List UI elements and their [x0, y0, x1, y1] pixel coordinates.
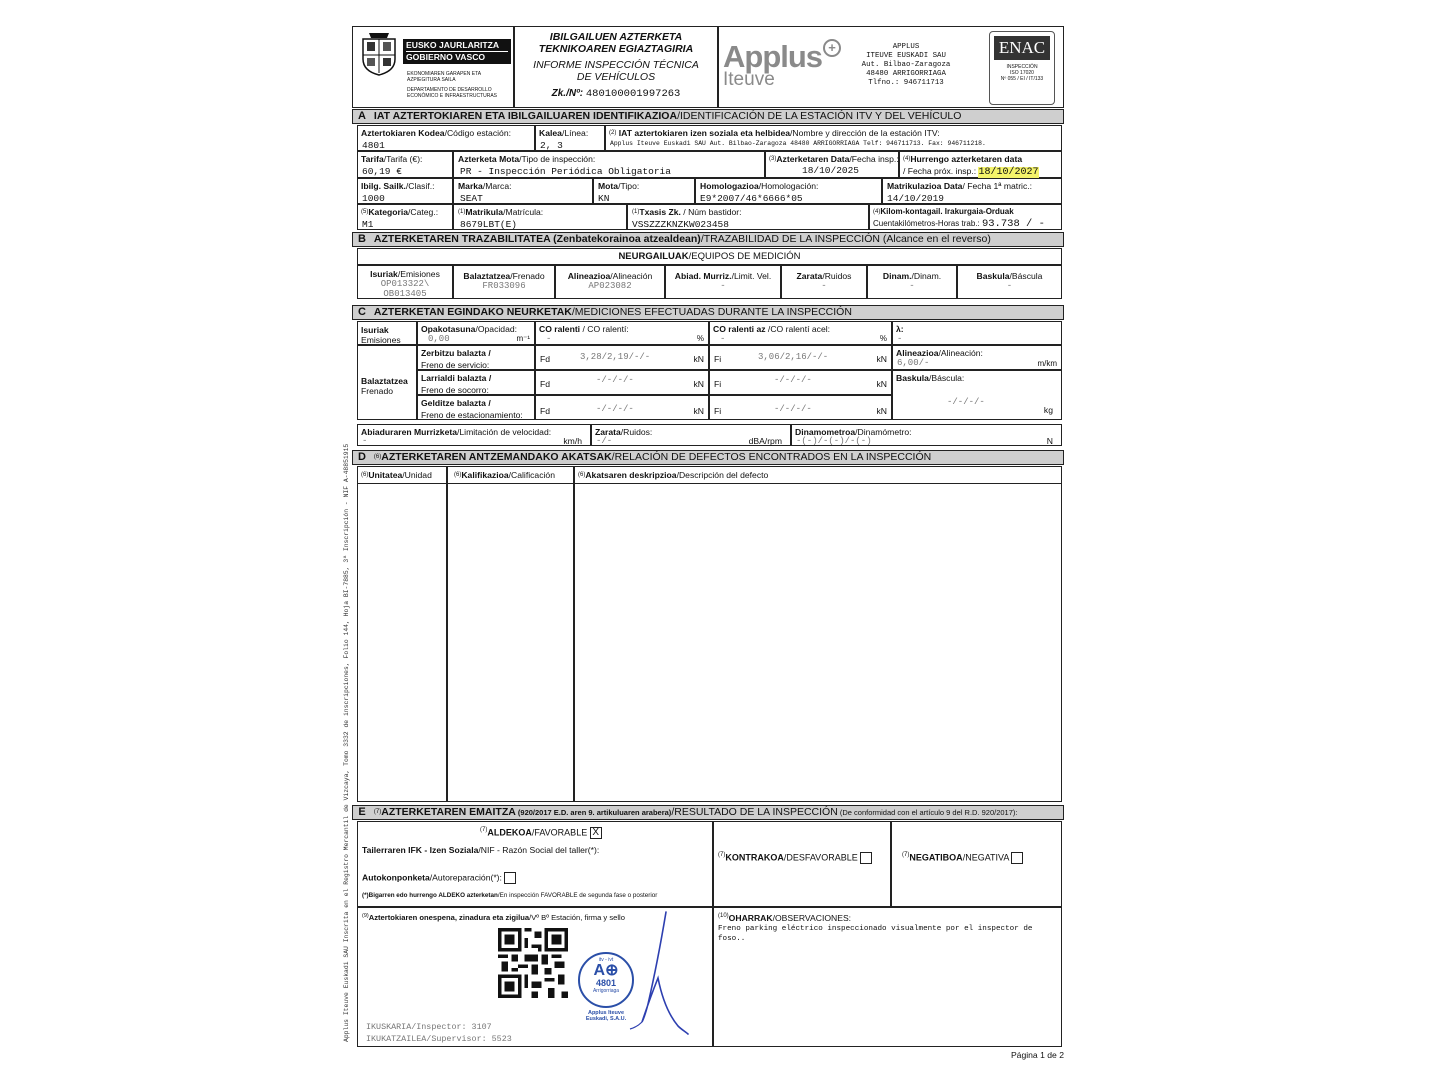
observations-text-2: foso..	[718, 935, 746, 943]
enac-logo	[989, 31, 1055, 105]
dept-es: DEPARTAMENTO DE DESARROLLO ECONÓMICO E INFRAESTRUCTURAS	[407, 87, 498, 99]
km-label-eu: Kilom-kontagail. Irakurgaia-Orduak	[880, 207, 1014, 216]
rear-axle-label: Fi	[714, 379, 722, 389]
section-b-letter: B	[358, 233, 366, 245]
equipment-col	[453, 265, 555, 299]
opacity-cell	[417, 321, 535, 345]
handwritten-signature	[608, 908, 698, 1048]
next-date-value: 18/10/2027	[978, 167, 1039, 178]
gov-logo-box	[352, 26, 514, 108]
section-d-header: D $^{(6)}$AZTERKETAREN ANTZEMANDAKO AKATSAK/RELACIÓN DE DEFECTOS ENCONTRADOS EN LA INSPECCIÓN	[352, 450, 1064, 465]
company-line-5: Tlfno.: 946711713	[868, 79, 944, 87]
workshop-label-eu: Tailerraren IFK - Izen Soziala	[362, 845, 479, 855]
parking-brake-label-cell	[417, 395, 535, 420]
plate-label-eu: Matrikula	[465, 207, 504, 217]
alignment-cell	[892, 345, 1062, 370]
unfavorable-label-eu: KONTRAKOA	[725, 852, 784, 863]
emissions-label-eu: Isuriak	[361, 325, 389, 335]
next-date-cell: $^{(4)}$Hurrengo azterketaren data / Fecha próx. insp.: 18/10/2027	[899, 151, 1062, 178]
plus-circle-icon: +	[823, 39, 841, 57]
scale-value: -/-/-/-	[947, 397, 985, 407]
tariff-label-es: /Tarifa (€):	[383, 154, 423, 164]
line-label-es: /Línea:	[561, 128, 589, 138]
defects-description-column: $^{(6)}$Akatsaren deskripzioa/Descripción del defecto	[574, 466, 1062, 802]
type-value: KN	[598, 193, 610, 204]
signature-label-eu: Aztertokiaren onespena, zinadura eta zigilua	[368, 913, 530, 922]
insp-date-cell: $^{(3)}$Azterketaren Data/Fecha insp.: 18/10/2025	[765, 151, 899, 178]
reg-date-cell	[882, 178, 1062, 204]
section-b-title-eu: AZTERKETAREN TRAZABILITATEA (Zenbatekorainoa atzealdean)	[373, 233, 701, 245]
equipment-col	[665, 265, 781, 299]
section-b-title-es: /TRAZABILIDAD DE LA INSPECCIÓN (Alcance en el reverso)	[700, 233, 991, 245]
reg-date-label-es: / Fecha 1ª matric.:	[962, 181, 1033, 191]
stamp-town: Arrigorriaga	[592, 988, 620, 994]
lambda-value: -	[897, 334, 903, 344]
homolog-value: E9*2007/46*6666*05	[700, 193, 803, 204]
service-brake-label-eu: Zerbitzu balazta /	[421, 348, 491, 358]
favorable-note-es: /En inspección FAVORABLE de segunda fase o posterior	[497, 892, 658, 899]
opacity-value: 0,00	[428, 334, 450, 344]
company-box	[718, 26, 1064, 108]
report-number	[515, 88, 717, 100]
page-number: Página 1 de 2	[1010, 1050, 1064, 1060]
equipment-col-eu: Zarata	[796, 271, 823, 281]
braking-label-es: Frenado	[361, 386, 394, 396]
section-e-title-es-small: (De conformidad con el artículo 9 del R.D. 920/2017):	[837, 808, 1018, 817]
applus-stamp-icon: A⊕	[593, 962, 619, 979]
equipment-col	[867, 265, 957, 299]
homolog-cell	[695, 178, 882, 204]
plate-label-es: /Matrícula:	[503, 207, 544, 217]
section-e-title-eu: AZTERKETAREN EMAITZA	[381, 806, 516, 818]
parking-brake-front-value: -/-/-/-	[596, 404, 634, 414]
insp-type-value: PR - Inspección Periódica Obligatoria	[460, 166, 671, 177]
emergency-brake-label-eu: Larrialdi balazta /	[421, 373, 492, 383]
section-d-title-es: /RELACIÓN DE DEFECTOS ENCONTRADOS EN LA INSPECCIÓN	[611, 451, 932, 463]
type-cell	[593, 178, 695, 204]
brand-main: Applus	[723, 39, 823, 74]
section-c-title-eu: AZTERKETAN EGINDAKO NEURKETAK	[373, 306, 572, 318]
self-repair-checkbox[interactable]	[504, 872, 516, 884]
type-label-eu: Mota	[598, 181, 619, 191]
classif-value: 1000	[362, 193, 385, 204]
observations-label-eu: OHARRAK	[728, 913, 773, 923]
gov-name-es: GOBIERNO VASCO	[406, 51, 508, 63]
noise-label-eu: Zarata	[595, 427, 621, 437]
signature-box: $^{(9)}$Aztertokiaren onespena, zinadura eta zigilua/Vº Bº Estación, firma y sello itv - ivt A⊕ 4801 Arrigorriaga Applus Iteuve Euskadi, S.A.U. IKUSKARIA/Inspector: 3107 IKUKATZAILEA/Supervisor: 5523	[357, 907, 713, 1047]
equipment-col-eu: Baskula	[976, 271, 1010, 281]
defects-col-unit-es: /Unidad	[402, 470, 432, 480]
km-cell: $^{(4)}$Kilom-kontagail. Irakurgaia-Orduak Cuentakilómetros-Horas trab.: 93.738 / -	[869, 204, 1062, 230]
observations-box: $^{(10)}$OHARRAK/OBSERVACIONES: Freno parking eléctrico inspeccionado visualmente por el inspector de foso..	[713, 907, 1062, 1047]
opacity-label-eu: Opakotasuna	[421, 324, 476, 334]
company-line-2: ITEUVE EUSKADI SAU	[866, 52, 946, 60]
category-label-eu: Kategoria	[368, 207, 408, 217]
equipment-col-es: /Dinam.	[911, 271, 942, 281]
tariff-value: 60,19 €	[362, 166, 402, 177]
alignment-label-eu: Alineazioa	[896, 348, 939, 358]
parking-brake-front-cell	[535, 395, 709, 420]
vin-value: VSSZZZKNZKW023458	[632, 219, 729, 230]
gov-name-box	[403, 39, 511, 64]
signature-label-es: /Vº Bº Estación, firma y sello	[529, 913, 625, 922]
co-idle-label-es: / CO ralentí:	[580, 324, 629, 334]
line-label-eu: Kalea	[539, 128, 562, 138]
stamp-number: 4801	[595, 978, 617, 988]
rear-axle-label: Fi	[714, 354, 722, 364]
brand-label-es: /Marca:	[482, 181, 512, 191]
scale-unit: kg	[1043, 405, 1053, 415]
defects-col-rating-es: /Calificación	[508, 470, 555, 480]
insp-date-label-es: /Fecha insp.:	[849, 154, 899, 164]
equipment-col-es: /Limit. Vel.	[731, 271, 772, 281]
insp-date-value: 18/10/2025	[802, 165, 860, 176]
alignment-label-es: /Alineación:	[938, 348, 983, 358]
section-c-title-es: /MEDICIONES EFECTUADAS DURANTE LA INSPECCIÓN	[571, 306, 852, 318]
equipment-col	[555, 265, 665, 299]
equipment-col-es: /Ruidos	[822, 271, 852, 281]
co-idle-cell	[535, 321, 709, 345]
speed-limit-value: -	[362, 436, 368, 446]
scale-label-eu: Baskula	[896, 373, 929, 383]
section-c-header	[352, 305, 1064, 320]
plate-value: 8679LBT(E)	[460, 219, 518, 230]
equipment-title-cell	[357, 248, 1062, 265]
emergency-brake-front-unit: kN	[693, 379, 704, 389]
workshop-label-es: /NIF - Razón Social del taller(*):	[478, 845, 600, 855]
defects-col-rating-eu: Kalifikazioa	[461, 470, 509, 480]
dept-eu: EKONOMIAREN GARAPEN ETA AZPIEGITURA SAILA	[407, 71, 481, 83]
scale-cell	[892, 370, 1062, 420]
basque-shield-icon	[359, 33, 399, 77]
tariff-label-eu: Tarifa	[361, 154, 384, 164]
supervisor-id: IKUKATZAILEA/Supervisor: 5523	[366, 1034, 512, 1044]
insp-type-cell	[453, 151, 765, 178]
service-brake-front-value: 3,28/2,19/-/-	[580, 352, 651, 362]
service-brake-rear-value: 3,06/2,16/-/-	[758, 352, 829, 362]
dynamometer-value: -(-)/-(-)/-(-)	[796, 436, 872, 446]
speed-limit-label-es: /Limitación de velocidad:	[457, 427, 552, 437]
emissions-label-cell	[357, 321, 417, 345]
brand-cell	[453, 178, 593, 204]
rear-axle-label: Fi	[714, 406, 722, 416]
emissions-label-es: Emisiones	[361, 335, 401, 345]
opacity-label-es: /Opacidad:	[475, 324, 518, 334]
emergency-brake-front-value: -/-/-/-	[596, 375, 634, 385]
section-c-letter: C	[358, 306, 366, 318]
title-eu-1: IBILGAILUEN AZTERKETA	[549, 31, 683, 43]
company-line-3: Aut. Bilbao-Zaragoza	[861, 61, 951, 69]
negative-label-eu: NEGATIBOA	[909, 852, 963, 863]
favorable-label-eu: ALDEKOA	[487, 827, 532, 838]
legal-side-text: Applus Iteuve Euskadi SAU Inscrita en el Registro Mercantil de Vizcaya, Tomo 3332 de inscripciones, Folio 144, Hoja BI-7885, 3ª Inscripción - NIF A-48851915	[343, 443, 350, 1042]
observations-label-es: /OBSERVACIONES:	[772, 913, 852, 923]
classif-label-eu: Ibilg. Sailk.	[361, 181, 406, 191]
qr-code-icon	[498, 928, 568, 998]
category-cell: $^{(5)}$Kategoria/Categ.: M1	[357, 204, 453, 230]
co-idle-label-eu: CO ralenti	[539, 324, 581, 334]
station-code-label-eu: Aztertokiaren Kodea	[361, 128, 445, 138]
unfavorable-box: $^{(7)}$KONTRAKOA/DESFAVORABLE	[713, 821, 891, 907]
km-label-es: Cuentakilómetros-Horas trab.:	[873, 219, 980, 228]
equipment-col-es: /Frenado	[510, 271, 545, 281]
alignment-value: 6,00/-	[897, 358, 930, 368]
noise-unit: dBA/rpm	[748, 436, 782, 446]
equipment-col	[957, 265, 1062, 299]
brand-value: SEAT	[460, 193, 483, 204]
title-es-1: INFORME INSPECCIÓN TÉCNICA	[533, 59, 699, 71]
negative-label-es: /NEGATIVA	[962, 852, 1009, 863]
brand-logo	[723, 39, 836, 91]
dynamometer-cell	[791, 424, 1062, 446]
equipment-col-eu: Isuriak	[370, 269, 398, 279]
section-e-title-es: /RESULTADO DE LA INSPECCIÓN	[671, 806, 838, 818]
negative-box: $^{(7)}$NEGATIBOA/NEGATIVA	[891, 821, 1062, 907]
equipment-row	[357, 265, 1062, 299]
enac-text: ENAC	[994, 36, 1050, 60]
equipment-col-value: AP023082	[588, 281, 632, 291]
category-value: M1	[362, 219, 374, 230]
equipment-col	[781, 265, 867, 299]
station-code-cell	[357, 125, 535, 151]
defects-rating-column: $^{(6)}$Kalifikazioa/Calificación	[447, 466, 574, 802]
inspector-id: IKUSKARIA/Inspector: 3107	[366, 1022, 492, 1032]
emergency-brake-front-cell	[535, 370, 709, 395]
type-label-es: /Tipo:	[618, 181, 640, 191]
line-value: 2, 3	[540, 140, 563, 151]
report-number-value: 480100001997263	[585, 88, 681, 100]
equipment-col-es: /Emisiones	[397, 269, 440, 279]
service-brake-rear-unit: kN	[876, 354, 887, 364]
report-number-label: Zk./Nº:	[551, 88, 584, 99]
defects-unit-column: $^{(6)}$Unitatea/Unidad	[357, 466, 447, 802]
homolog-label-es: /Homologación:	[758, 181, 819, 191]
insp-type-label-es: /Tipo de inspección:	[519, 154, 596, 164]
next-date-label-es: / Fecha próx. insp.:	[903, 166, 977, 176]
unfavorable-checkbox[interactable]	[860, 852, 872, 864]
section-e-letter: E	[358, 806, 366, 818]
self-repair-label-es: /Autoreparación(*):	[429, 872, 502, 883]
defects-col-unit-eu: Unitatea	[368, 470, 403, 480]
noise-value: -/-	[596, 436, 613, 446]
dynamometer-label-es: /Dinamómetro:	[855, 427, 912, 437]
service-brake-front-cell	[535, 345, 709, 370]
stamp-company-2: Euskadi, S.A.U.	[585, 1016, 627, 1022]
service-brake-front-unit: kN	[693, 354, 704, 364]
service-brake-label-cell	[417, 345, 535, 370]
alignment-unit: m/km	[1037, 359, 1057, 368]
km-value: 93.738 / -	[981, 218, 1045, 230]
front-axle-label: Fd	[540, 406, 551, 416]
lambda-cell	[892, 321, 1062, 345]
equipment-col-value: FR033096	[482, 281, 526, 291]
line-cell	[535, 125, 605, 151]
negative-checkbox[interactable]	[1011, 852, 1023, 864]
inspection-report	[352, 26, 1064, 1066]
station-name-label-eu: IAT aztertokiaren izen soziala eta helbidea	[618, 128, 791, 138]
plate-cell: $^{(1)}$Matrikula/Matrícula: 8679LBT(E)	[453, 204, 627, 230]
co-accel-value: -	[720, 334, 726, 344]
dynamometer-label-eu: Dinamometroa	[795, 427, 856, 437]
station-code-value: 4801	[362, 140, 385, 151]
section-b-header	[352, 232, 1064, 247]
scale-label-es: /Báscula:	[928, 373, 965, 383]
equipment-col	[357, 265, 453, 299]
insp-type-label-eu: Azterketa Mota	[458, 154, 520, 164]
parking-brake-rear-unit: kN	[876, 406, 887, 416]
emergency-brake-rear-cell	[709, 370, 892, 395]
favorable-note-eu: (*)Bigarren edo hurrengo ALDEKO azterketan	[362, 892, 498, 899]
vin-cell: $^{(1)}$Txasis Zk. / Núm bastidor: VSSZZZKNZKW023458	[627, 204, 869, 230]
enac-sub-1: INSPECCIÓN	[1006, 64, 1038, 70]
unfavorable-label-es: /DESFAVORABLE	[783, 852, 858, 863]
defects-col-desc-es: /Descripción del defecto	[676, 470, 769, 480]
company-address	[851, 43, 961, 88]
category-label-es: /Categ.:	[407, 207, 439, 217]
stamp-top-text: itv - ivt	[598, 957, 614, 963]
enac-sub-2: ISO 17020	[1010, 70, 1034, 76]
emergency-brake-rear-unit: kN	[876, 379, 887, 389]
emergency-brake-label-es: Freno de socorro:	[421, 385, 489, 395]
braking-label-eu: Balaztatzea	[361, 376, 408, 386]
equipment-col-eu: Dinam.	[882, 271, 912, 281]
co-accel-unit: %	[879, 334, 887, 343]
equipment-title-es: /EQUIPOS DE MEDICIÓN	[688, 251, 801, 262]
station-name-cell: $^{(2)}$ IAT aztertokiaren izen soziala eta helbidea/Nombre y dirección de la estación ITV: Applus Iteuve Euskadi SAU Aut. Bilbao-Zaragoza 48480 ARRIGORRIAGA Telf: 946711713. Fax: 946711218.	[605, 125, 1062, 151]
co-accel-cell	[709, 321, 892, 345]
company-line-1: APPLUS	[892, 43, 920, 51]
classif-cell	[357, 178, 453, 204]
speed-limit-unit: km/h	[563, 436, 582, 446]
tariff-cell	[357, 151, 453, 178]
station-name-label-es: /Nombre y dirección de la estación ITV:	[790, 128, 940, 138]
equipment-col-eu: Abiad. Murriz.	[674, 271, 732, 281]
parking-brake-label-es: Freno de estacionamiento:	[421, 410, 523, 420]
equipment-col-value: OP013322\ OB013405	[380, 279, 430, 299]
vin-label-es: / Núm bastidor:	[680, 207, 742, 217]
dynamometer-unit: N	[1046, 436, 1053, 446]
co-accel-label-es: /CO ralentí acel:	[765, 324, 831, 334]
equipment-col-value: -	[909, 281, 915, 291]
co-idle-unit: %	[696, 334, 704, 343]
equipment-col-es: /Alineación	[610, 271, 653, 281]
noise-label-es: /Ruidos:	[620, 427, 653, 437]
equipment-title-eu: NEURGAILUAK	[618, 251, 689, 262]
vin-label-eu: Txasis Zk.	[639, 207, 681, 217]
front-axle-label: Fd	[540, 379, 551, 389]
brand-label-eu: Marka	[458, 181, 483, 191]
section-a-letter: A	[358, 110, 366, 122]
speed-limit-label-eu: Abiaduraren Murrizketa	[361, 427, 457, 437]
section-a-title-es: /IDENTIFICACIÓN DE LA ESTACIÓN ITV Y DEL VEHÍCULO	[677, 110, 962, 122]
parking-brake-rear-value: -/-/-/-	[774, 404, 812, 414]
equipment-col-value: -	[1006, 281, 1013, 291]
section-d-letter: D	[358, 451, 366, 463]
service-brake-rear-cell	[709, 345, 892, 370]
noise-cell	[591, 424, 791, 446]
favorable-label-es: /FAVORABLE	[531, 827, 588, 838]
enac-sub-3: Nº 055 / EI / IT/133	[1000, 76, 1044, 82]
equipment-col-eu: Alineazioa	[567, 271, 611, 281]
co-accel-label-eu: CO ralenti az	[713, 324, 766, 334]
opacity-unit: m⁻¹	[516, 334, 530, 343]
section-d-title-eu: AZTERKETAREN ANTZEMANDAKO AKATSAK	[381, 451, 612, 463]
company-line-4: 48480 ARRIGORRIAGA	[866, 70, 946, 78]
title-eu-2: TEKNIKOAREN EGIAZTAGIRIA	[538, 43, 694, 55]
gov-name-eu: EUSKO JAURLARITZA	[406, 40, 500, 50]
emergency-brake-label-cell	[417, 370, 535, 395]
service-brake-label-es: Freno de servicio:	[421, 360, 490, 370]
observations-text-1: Freno parking eléctrico inspeccionado visualmente por el inspector de	[718, 925, 1033, 933]
favorable-box: $^{(7)}$ALDEKOA/FAVORABLE X Tailerraren IFK - Izen Soziala/NIF - Razón Social del taller(*): Autokonponketa/Autoreparación(*): (*)Bigarren edo hurrengo ALDEKO azterketan/En inspección FAVORABLE de segunda fase o posterior	[357, 821, 713, 907]
brand-sub: Iteuve	[723, 69, 775, 90]
speed-limit-cell	[357, 424, 591, 446]
section-a-title-eu: IAT AZTERTOKIAREN ETA IBILGAILUAREN IDENTIFIKAZIOA	[373, 110, 678, 122]
stamp-company-1: Applus Iteuve	[587, 1010, 625, 1016]
equipment-col-value: -	[720, 281, 726, 291]
report-title-box	[514, 26, 718, 108]
station-code-label-es: /Código estación:	[444, 128, 511, 138]
homolog-label-eu: Homologazioa	[700, 181, 759, 191]
favorable-checkbox[interactable]: X	[590, 827, 602, 839]
station-name-value: Applus Iteuve Euskadi SAU Aut. Bilbao-Zaragoza 48480 ARRIGORRIAGA Telf: 946711713. Fax: 946711218.	[610, 140, 986, 147]
equipment-col-eu: Balaztatzea	[463, 271, 511, 281]
reg-date-value: 14/10/2019	[887, 193, 945, 204]
reg-date-label-eu: Matrikulazioa Data	[887, 181, 963, 191]
parking-brake-front-unit: kN	[693, 406, 704, 416]
section-e-header: E $^{(7)}$AZTERKETAREN EMAITZA (920/2017 E.D. aren 9. artikuluaren arabera)/RESULTADO DE LA INSPECCIÓN (De conformidad con el artículo 9 del R.D. 920/2017):	[352, 805, 1064, 820]
section-e-title-eu-small: (920/2017 E.D. aren 9. artikuluaren arabera)	[515, 808, 672, 817]
equipment-col-value: -	[821, 281, 827, 291]
parking-brake-label-eu: Gelditze balazta /	[421, 398, 491, 408]
insp-date-label-eu: Azterketaren Data	[776, 154, 850, 164]
section-a-header	[352, 109, 1064, 124]
title-es-2: DE VEHÍCULOS	[576, 71, 656, 83]
co-idle-value: -	[546, 334, 552, 344]
front-axle-label: Fd	[540, 354, 551, 364]
parking-brake-rear-cell	[709, 395, 892, 420]
emergency-brake-rear-value: -/-/-/-	[774, 375, 812, 385]
equipment-col-es: /Báscula	[1009, 271, 1043, 281]
self-repair-label-eu: Autokonponketa	[362, 872, 430, 883]
next-date-label-eu: Hurrengo azterketaren data	[910, 154, 1023, 164]
braking-label-cell	[357, 345, 417, 420]
classif-label-es: /Clasif.:	[405, 181, 435, 191]
lambda-label: λ:	[896, 324, 904, 334]
defects-col-desc-eu: Akatsaren deskripzioa	[585, 470, 677, 480]
